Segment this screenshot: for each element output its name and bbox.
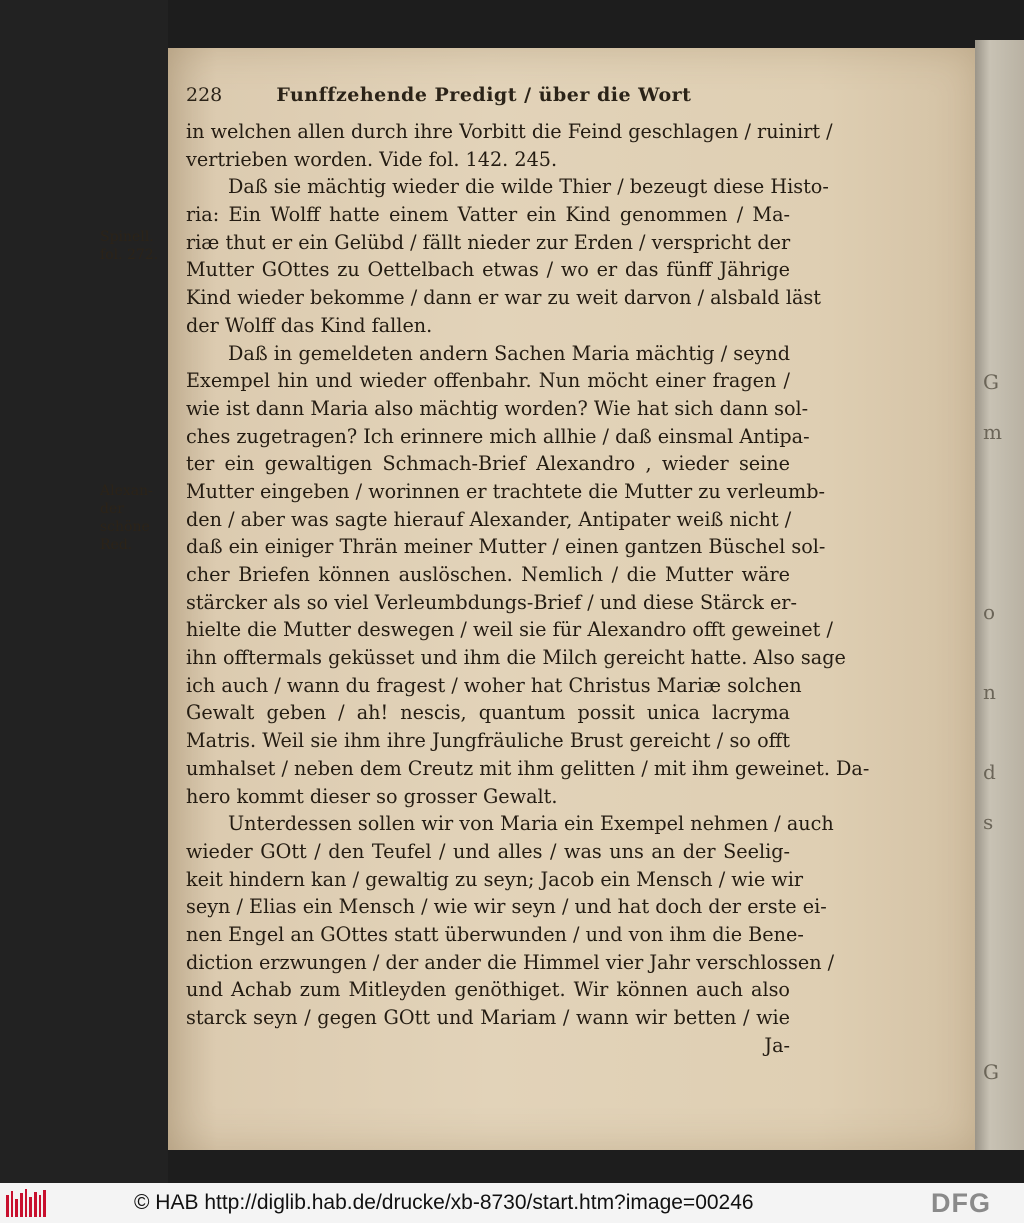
text-line: stärcker als so viel Verleumbdungs-Brief / und diese Stärck er- <box>186 590 797 614</box>
margin-note-spinell <box>100 228 178 264</box>
text-line: wie ist dann Maria also mächtig worden? Wie hat sich dann sol- <box>186 396 809 420</box>
text-line: Daß sie mächtig wieder die wilde Thier / bezeugt diese Histo- <box>228 175 829 199</box>
text-line: hielte die Mutter deswegen / weil sie für Alexandro offt geweinet / <box>186 618 833 642</box>
adjacent-page-fragment: m <box>983 420 1002 444</box>
margin-note-line: Alexan- <box>100 483 153 499</box>
margin-note-alexander <box>100 482 178 554</box>
text-line: diction erzwungen / der ander die Himmel vier Jahr verschlossen / <box>186 950 835 974</box>
text-line: Ja- <box>764 1033 790 1057</box>
text-line: riæ thut er ein Gelübd / fällt nieder zur Erden / verspricht der <box>186 230 791 254</box>
margin-note-line: Red. <box>100 537 133 553</box>
text-line: starck seyn / gegen GOtt und Mariam / wann wir betten / wie <box>186 1006 790 1029</box>
text-line: in welchen allen durch ihre Vorbitt die Feind geschlagen / ruinirt / <box>186 120 833 143</box>
text-line: keit hindern kan / gewaltig zu seyn; Jacob ein Mensch / wie wir <box>186 867 804 891</box>
running-title: Funffzehende Predigt / über die Wort <box>276 84 692 106</box>
text-line: ria: Ein Wolff hatte einem Vatter ein Kind genommen / Ma- <box>186 203 790 227</box>
text-line: vertrieben worden. Vide fol. 142. 245. <box>186 147 558 171</box>
margin-note-line: Spinell. <box>100 229 154 245</box>
text-line: ter ein gewaltigen Schmach-Brief Alexandro , wieder seine <box>186 452 790 476</box>
text-line: ihn offtermals geküsset und ihm die Milch gereicht hatte. Also sage <box>186 646 846 670</box>
text-line: wieder GOtt / den Teufel / und alles / was uns an der Seelig- <box>186 839 790 863</box>
running-header <box>186 84 691 106</box>
adjacent-page-fragment: d <box>983 760 996 784</box>
book-edge <box>0 0 168 1183</box>
text-line: Gewalt geben / ah! nescis, quantum possit unica lacryma <box>186 701 790 725</box>
adjacent-page-fragment: G <box>983 1060 999 1084</box>
text-line: Mutter GOttes zu Oettelbach etwas / wo er das fünff Jährige <box>186 258 790 282</box>
text-line: den / aber was sagte hierauf Alexander, Antipater weiß nicht / <box>186 507 792 531</box>
adjacent-page-fragment: n <box>983 680 996 704</box>
text-line: Exempel hin und wieder offenbahr. Nun möcht einer fragen / <box>186 369 790 393</box>
text-line: daß ein einiger Thrän meiner Mutter / einen gantzen Büschel sol- <box>186 535 826 559</box>
text-line: ches zugetragen? Ich erinnere mich allhie / daß einsmal Antipa- <box>186 424 810 448</box>
copyright-credit: © HAB http://diglib.hab.de/drucke/xb-8730/start.htm?image=00246 <box>134 1191 754 1214</box>
adjacent-page-fragment: G <box>983 370 999 394</box>
text-line: Kind wieder bekomme / dann er war zu weit darvon / alsbald läst <box>186 286 821 310</box>
text-line: seyn / Elias ein Mensch / wie wir seyn / und hat doch der erste ei- <box>186 895 827 919</box>
text-line: nen Engel an GOttes statt überwunden / und von ihm die Bene- <box>186 922 804 946</box>
margin-note-line: fol. 272. <box>100 247 159 263</box>
page-number: 228 <box>186 84 223 106</box>
adjacent-page-edge <box>975 40 1024 1150</box>
text-line: cher Briefen können auslöschen. Nemlich / die Mutter wäre <box>186 563 790 586</box>
text-line: umhalset / neben dem Creutz mit ihm gelitten / mit ihm geweinet. Da- <box>186 756 870 780</box>
adjacent-page-fragment: o <box>983 600 996 624</box>
margin-note-line: der schöne <box>100 501 150 535</box>
body-text <box>186 118 870 1059</box>
dfg-logo: DFG <box>931 1188 991 1218</box>
text-line: der Wolff das Kind fallen. <box>186 313 433 337</box>
text-line: ich auch / wann du fragest / woher hat Christus Mariæ solchen <box>186 673 802 697</box>
hab-logo <box>6 1189 46 1217</box>
text-line: Mutter eingeben / worinnen er trachtete die Mutter zu verleumb- <box>186 479 825 503</box>
text-line: Unterdessen sollen wir von Maria ein Exempel nehmen / auch <box>228 812 834 836</box>
text-line: Daß in gemeldeten andern Sachen Maria mächtig / seynd <box>228 341 790 365</box>
text-line: Matris. Weil sie ihm ihre Jungfräuliche Brust gereicht / so offt <box>186 729 790 753</box>
text-line: hero kommt dieser so grosser Gewalt. <box>186 784 558 808</box>
adjacent-page-fragment: s <box>983 810 994 834</box>
text-line: und Achab zum Mitleyden genöthiget. Wir können auch also <box>186 978 790 1002</box>
viewer-footer <box>0 1183 1024 1223</box>
